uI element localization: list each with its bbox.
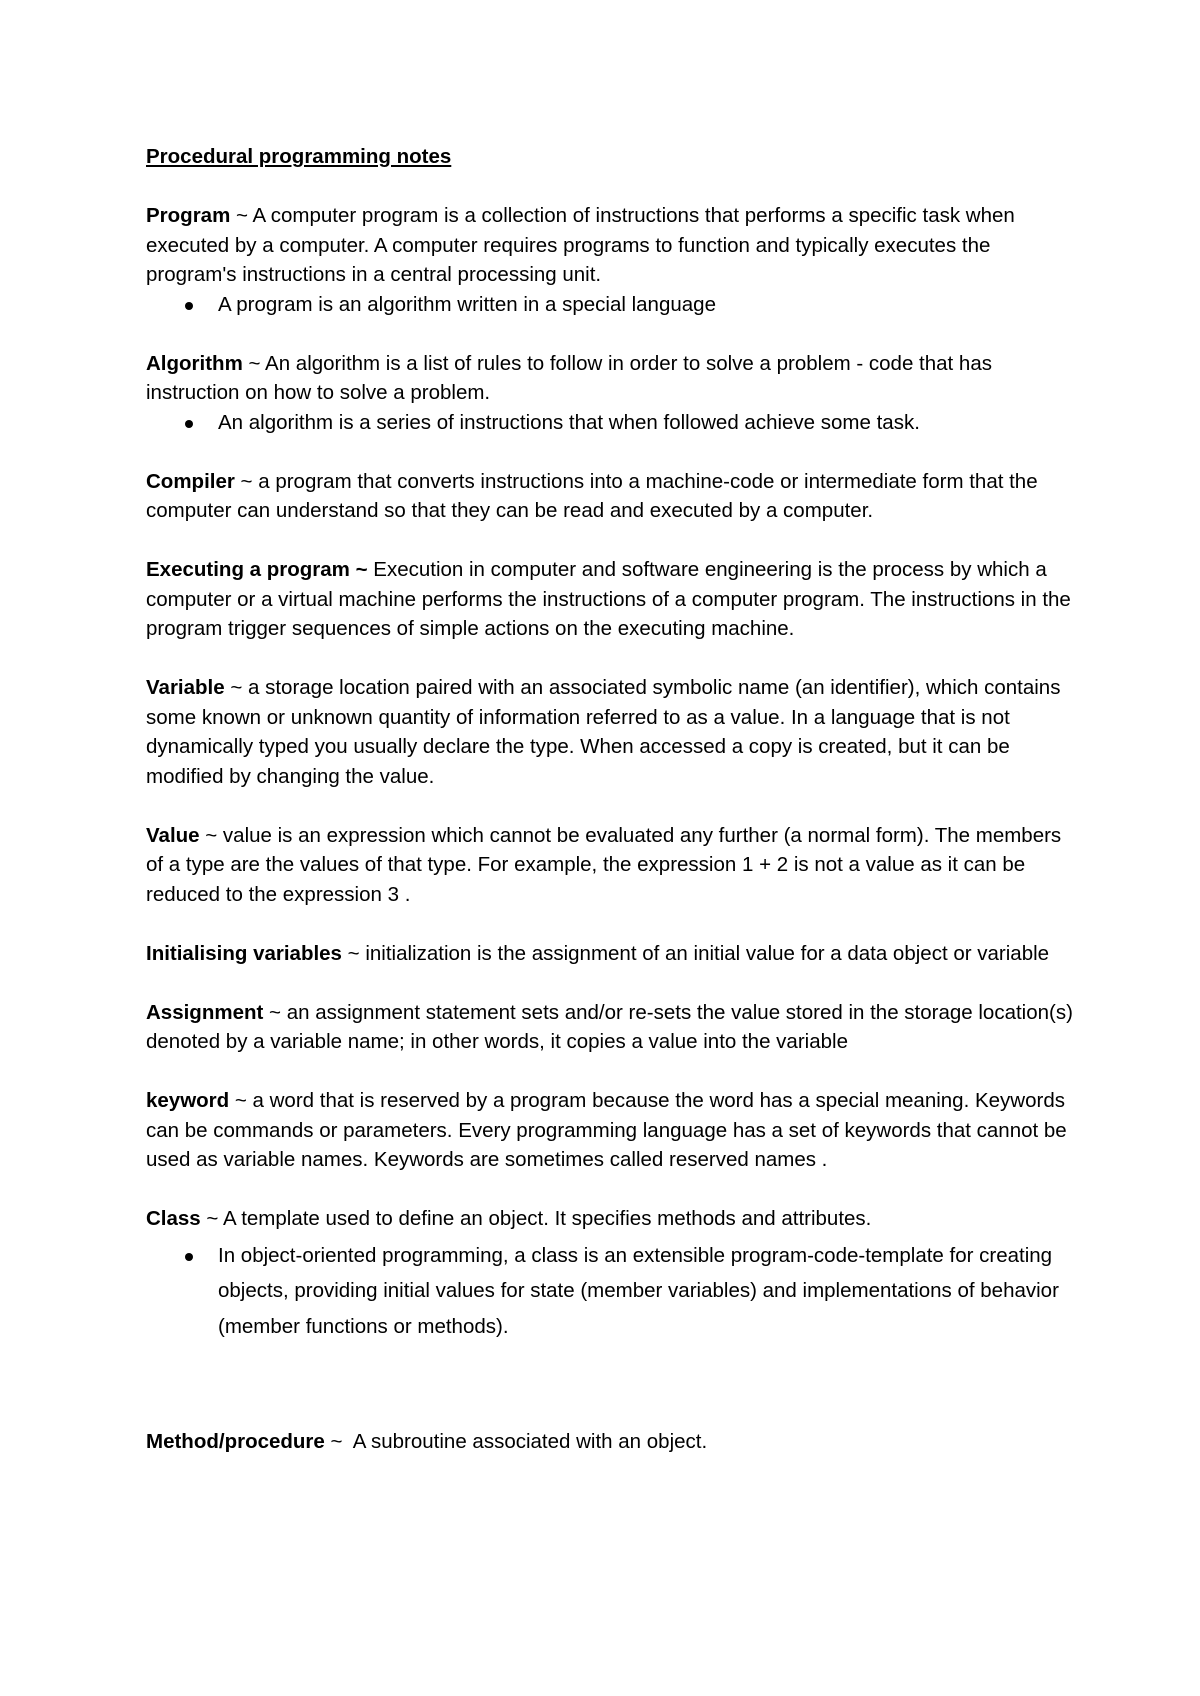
- entry-initialising-variables: [146, 939, 1076, 969]
- entry-executing-a-program: [146, 555, 1076, 644]
- entry-class: [146, 1204, 1076, 1344]
- term: Program: [146, 204, 231, 227]
- term: Executing a program ~: [146, 558, 368, 581]
- entry-variable: [146, 673, 1076, 791]
- term: Compiler: [146, 469, 235, 493]
- entry-paragraph: [146, 1204, 1076, 1234]
- entry-keyword: [146, 1086, 1076, 1175]
- bullet-item: An algorithm is a series of instructions that when followed achieve some task.: [218, 408, 1076, 438]
- term: Initialising variables: [146, 941, 342, 965]
- definition: ~ A subroutine associated with an object.: [324, 1430, 708, 1453]
- entry-paragraph: [146, 673, 1076, 791]
- definition: ~ value is an expression which cannot be evaluated any further (a normal form). The members of a type are the values of that type. For example, the expression 1 + 2 is not a value as it can be reduced to the expression 3 .: [146, 823, 1062, 906]
- bullet-list: [146, 1238, 1076, 1345]
- entry-algorithm: [146, 349, 1076, 438]
- spacer: [146, 1344, 1076, 1427]
- definition: ~ A template used to define an object. It specifies methods and attributes.: [200, 1207, 872, 1230]
- definition: ~ a storage location paired with an associated symbolic name (an identifier), which contains some known or unknown quantity of information referred to as a value. In a language that is not dynamically typed you usually declare the type. When accessed a copy is created, but it can be modified by changing the value.: [146, 676, 1061, 788]
- entry-paragraph: [146, 1427, 1076, 1457]
- term: Method/procedure: [146, 1430, 325, 1453]
- document-title: Procedural programming notes: [146, 145, 452, 168]
- entry-compiler: [146, 467, 1076, 526]
- entry-value: [146, 821, 1076, 910]
- bullet-item: A program is an algorithm written in a special language: [218, 290, 1076, 320]
- term: Algorithm: [146, 351, 243, 375]
- entry-paragraph: [146, 349, 1076, 408]
- definition: ~ a program that converts instructions into a machine-code or intermediate form that the computer can understand so that they can be read and executed by a computer.: [146, 469, 1038, 522]
- entry-paragraph: [146, 201, 1076, 290]
- term: Value: [146, 823, 200, 847]
- term: Assignment: [146, 1000, 264, 1024]
- entry-paragraph: [146, 939, 1076, 969]
- bullet-item: In object-oriented programming, a class is an extensible program-code-template for creating objects, providing initial values for state (member variables) and implementations of behavior (member functions or methods).: [218, 1238, 1076, 1345]
- definition: ~ a word that is reserved by a program because the word has a special meaning. Keywords can be commands or parameters. Every programming language has a set of keywords that cannot be used as variable names. Keywords are sometimes called reserved names .: [146, 1089, 1067, 1171]
- entry-paragraph: [146, 555, 1076, 644]
- definition: Execution in computer and software engineering is the process by which a computer or a virtual machine performs the instructions of a computer program. The instructions in the program trigger sequences of simple actions on the executing machine.: [146, 558, 1071, 640]
- entry-paragraph: [146, 998, 1076, 1057]
- document-page: [146, 142, 1076, 1486]
- entry-program: [146, 201, 1076, 319]
- term: Class: [146, 1207, 201, 1230]
- term: keyword: [146, 1089, 230, 1112]
- bullet-list: [146, 408, 1076, 438]
- definition: ~ An algorithm is a list of rules to follow in order to solve a problem - code that has instruction on how to solve a problem.: [146, 351, 992, 404]
- entry-paragraph: [146, 1086, 1076, 1175]
- entry-method-procedure: [146, 1427, 1076, 1457]
- definition: ~ initialization is the assignment of an initial value for a data object or variable: [341, 941, 1050, 965]
- definition: ~ A computer program is a collection of instructions that performs a specific task when executed by a computer. A computer requires programs to function and typically executes the program's instructions in a central processing unit.: [146, 204, 1015, 286]
- bullet-list: [146, 290, 1076, 320]
- term: Variable: [146, 676, 225, 699]
- definition: ~ an assignment statement sets and/or re-sets the value stored in the storage location(s) denoted by a variable name; in other words, it copies a value into the variable: [146, 1000, 1073, 1053]
- entry-paragraph: [146, 821, 1076, 910]
- entry-paragraph: [146, 467, 1076, 526]
- entry-assignment: [146, 998, 1076, 1057]
